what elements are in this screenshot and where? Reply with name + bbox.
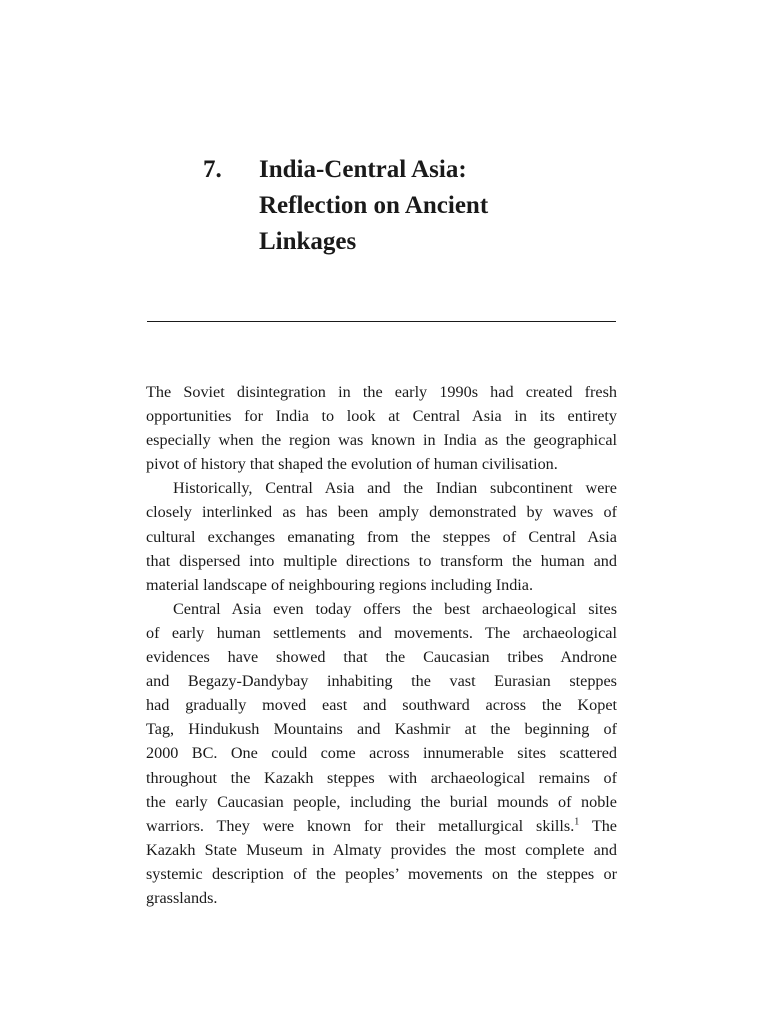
- text-line: grasslands.: [146, 888, 218, 907]
- text-line: Historically, Central Asia and the Indian subcontinent were: [173, 479, 617, 498]
- text-line-with-footnote: [146, 814, 617, 838]
- body-text: [146, 380, 617, 910]
- horizontal-rule: [147, 321, 616, 322]
- chapter-title-line: Linkages: [259, 228, 357, 255]
- text-line: Central Asia even today offers the best archaeological sites: [173, 599, 617, 618]
- text-segment: The: [591, 816, 617, 835]
- paragraph: [146, 380, 617, 476]
- text-line: opportunities for India to look at Central Asia in its entirety: [146, 407, 617, 426]
- text-line: material landscape of neighbouring regions including India.: [146, 575, 534, 594]
- text-line: Tag, Hindukush Mountains and Kashmir at the beginning of: [146, 720, 617, 739]
- chapter-title: [259, 152, 559, 260]
- text-line: cultural exchanges emanating from the steppes of Central Asia: [146, 527, 617, 546]
- text-line: of early human settlements and movements. The archaeological: [146, 623, 617, 642]
- text-line: systemic description of the peoples’ movements on the steppes or: [146, 864, 617, 883]
- text-line: closely interlinked as has been amply demonstrated by waves of: [146, 503, 617, 522]
- chapter-title-line: India-Central Asia:: [259, 156, 467, 183]
- text-line: pivot of history that shaped the evolution of human civilisation.: [146, 455, 558, 474]
- text-line: had gradually moved east and southward across the Kopet: [146, 696, 617, 715]
- text-line: the early Caucasian people, including the burial mounds of noble: [146, 792, 617, 811]
- text-line: The Soviet disintegration in the early 1990s had created fresh: [146, 383, 617, 401]
- paragraph: [146, 476, 617, 596]
- text-line: throughout the Kazakh steppes with archaeological remains of: [146, 768, 617, 787]
- chapter-heading: [203, 152, 559, 260]
- text-line: Kazakh State Museum in Almaty provides the most complete and: [146, 840, 617, 859]
- chapter-title-line: Reflection on Ancient: [259, 192, 489, 219]
- text-line: 2000 BC. One could come across innumerable sites scattered: [146, 744, 617, 763]
- text-line: especially when the region was known in India as the geographical: [146, 431, 617, 450]
- text-line: and Begazy-Dandybay inhabiting the vast Eurasian steppes: [146, 672, 617, 691]
- text-line: that dispersed into multiple directions to transform the human and: [146, 551, 617, 570]
- footnote-marker[interactable]: 1: [574, 816, 580, 828]
- text-line: evidences have showed that the Caucasian tribes Androne: [146, 648, 617, 667]
- text-segment: warriors. They were known for their metallurgical skills.: [146, 816, 575, 835]
- chapter-number: 7.: [203, 156, 222, 183]
- paragraph: [146, 597, 617, 910]
